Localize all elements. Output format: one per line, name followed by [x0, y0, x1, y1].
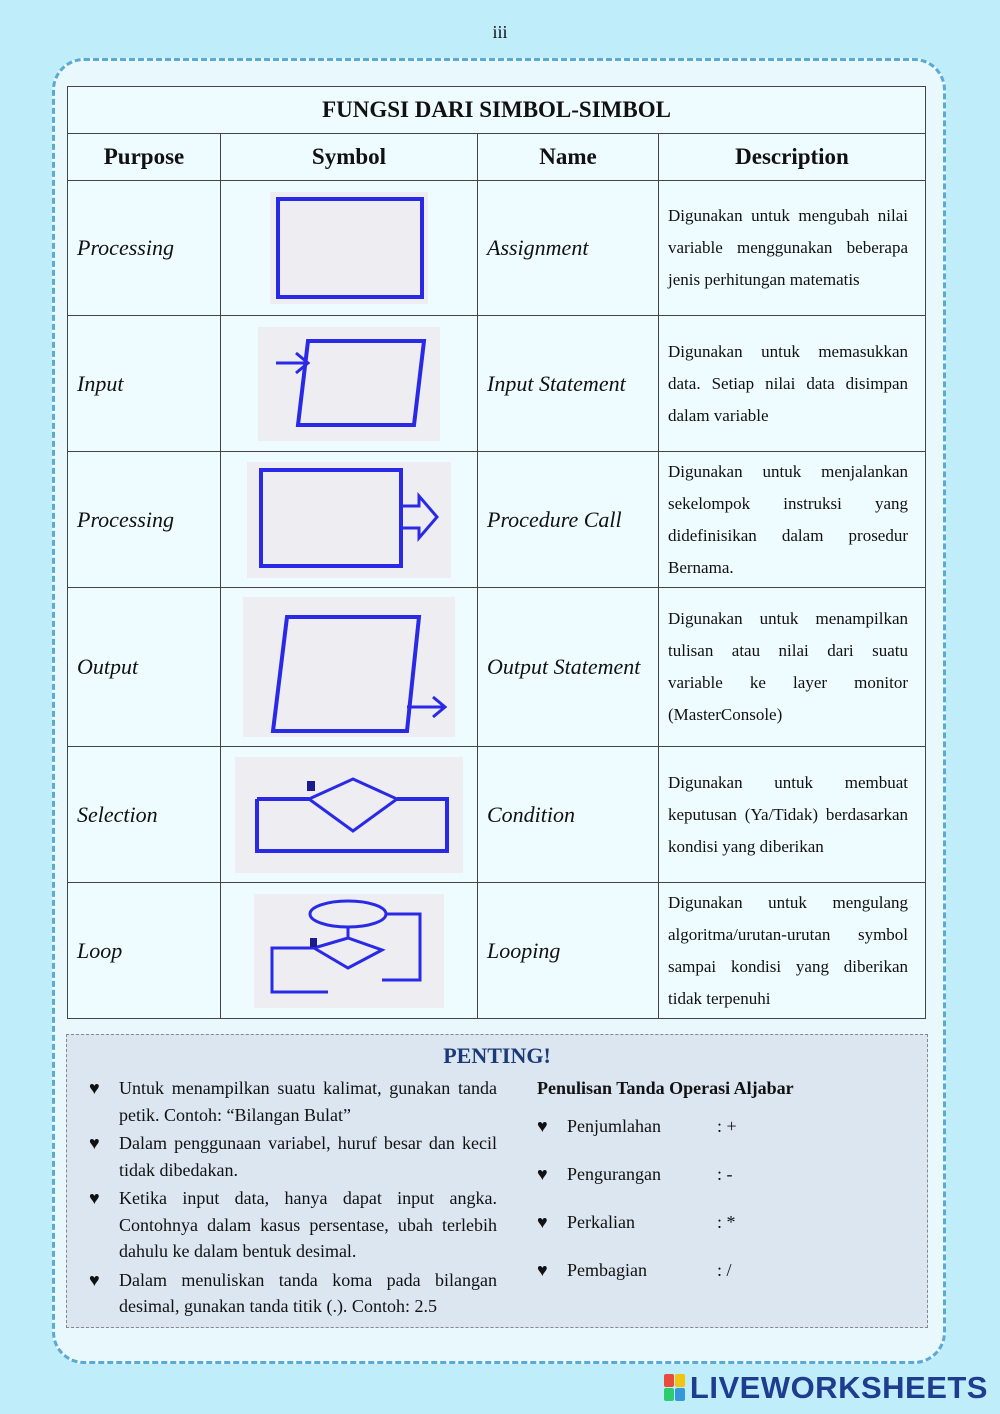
header-name: Name — [478, 134, 659, 181]
heart-bullet-icon: ♥ — [537, 1212, 548, 1232]
list-item — [537, 1161, 897, 1209]
row-purpose: Loop — [68, 883, 221, 1019]
heart-bullet-icon: ♥ — [89, 1269, 100, 1290]
operation-symbol: : + — [717, 1116, 737, 1136]
heart-bullet-icon: ♥ — [89, 1133, 100, 1153]
looping-icon — [254, 894, 444, 1008]
list-item — [537, 1113, 897, 1161]
header-symbol: Symbol — [221, 134, 478, 181]
heart-bullet-icon: ♥ — [537, 1116, 548, 1136]
symbol-cell — [221, 588, 478, 747]
row-purpose: Processing — [68, 452, 221, 588]
logo-blocks-icon — [664, 1374, 686, 1402]
note-text: Dalam menuliskan tanda koma pada bilangan desimal, gunakan tanda titik (.). Contoh: 2.5 — [119, 1269, 497, 1316]
table-row — [68, 588, 926, 747]
process-rectangle-icon — [270, 192, 428, 304]
list-item — [89, 1130, 497, 1183]
operations-title: Penulisan Tanda Operasi Aljabar — [537, 1078, 794, 1098]
table-row — [68, 316, 926, 452]
row-name: Output Statement — [478, 588, 659, 747]
output-parallelogram-icon — [243, 597, 455, 737]
page-number: iii — [492, 22, 508, 42]
symbol-cell — [221, 316, 478, 452]
operation-symbol: : * — [717, 1212, 736, 1232]
row-description: Digunakan untuk mengubah nilai variable menggunakan beberapa jenis perhitungan matematis — [659, 181, 926, 316]
table-title: FUNGSI DARI SIMBOL-SIMBOL — [68, 87, 926, 134]
row-name: Procedure Call — [478, 452, 659, 588]
table-row — [68, 181, 926, 316]
heart-bullet-icon: ♥ — [537, 1260, 548, 1280]
notes-list — [89, 1075, 497, 1322]
condition-diamond-icon — [235, 757, 463, 873]
table-row — [68, 883, 926, 1019]
header-purpose: Purpose — [68, 134, 221, 181]
table-row — [68, 747, 926, 883]
table-row — [68, 452, 926, 588]
note-text: Dalam penggunaan variabel, huruf besar dan kecil tidak dibedakan. — [119, 1133, 497, 1180]
operation-name: Penjumlahan — [567, 1116, 661, 1136]
list-item — [89, 1185, 497, 1265]
operation-name: Pembagian — [567, 1260, 647, 1280]
list-item — [89, 1075, 497, 1128]
row-name: Looping — [478, 883, 659, 1019]
row-name: Assignment — [478, 181, 659, 316]
row-description: Digunakan untuk membuat keputusan (Ya/Tidak) berdasarkan kondisi yang diberikan — [659, 747, 926, 883]
operation-name: Perkalian — [567, 1212, 635, 1232]
symbol-table — [67, 86, 926, 1019]
row-purpose: Selection — [68, 747, 221, 883]
row-purpose: Processing — [68, 181, 221, 316]
symbol-cell — [221, 181, 478, 316]
operations-list — [537, 1075, 897, 1305]
penting-box — [66, 1034, 928, 1328]
row-name: Input Statement — [478, 316, 659, 452]
row-description: Digunakan untuk menjalankan sekelompok instruksi yang didefinisikan dalam prosedur Bernama. — [659, 452, 926, 588]
procedure-call-icon — [247, 462, 451, 578]
brand-name: LIVEWORKSHEETS — [689, 1370, 988, 1405]
heart-bullet-icon: ♥ — [89, 1078, 100, 1098]
penting-title: PENTING! — [443, 1043, 551, 1068]
header-description: Description — [659, 134, 926, 181]
row-description: Digunakan untuk mengulang algoritma/urutan-urutan symbol sampai kondisi yang diberikan tidak terpenuhi — [659, 883, 926, 1019]
heart-bullet-icon: ♥ — [537, 1164, 548, 1184]
symbol-cell — [221, 452, 478, 588]
row-purpose: Output — [68, 588, 221, 747]
operation-symbol: : - — [717, 1164, 733, 1184]
note-text: Ketika input data, hanya dapat input angka. Contohnya dalam kasus persentase, ubah terlebih dahulu ke dalam bentuk desimal. — [119, 1188, 497, 1261]
symbol-cell — [221, 883, 478, 1019]
row-name: Condition — [478, 747, 659, 883]
list-item — [537, 1257, 897, 1305]
operation-symbol: : / — [717, 1260, 732, 1280]
operation-name: Pengurangan — [567, 1164, 661, 1184]
liveworksheets-logo[interactable] — [664, 1368, 988, 1408]
note-text: Untuk menampilkan suatu kalimat, gunakan tanda petik. Contoh: “Bilangan Bulat” — [119, 1078, 497, 1125]
row-description: Digunakan untuk memasukkan data. Setiap nilai data disimpan dalam variable — [659, 316, 926, 452]
row-description: Digunakan untuk menampilkan tulisan atau nilai dari suatu variable ke layer monitor (MasterConsole) — [659, 588, 926, 747]
symbol-cell — [221, 747, 478, 883]
heart-bullet-icon: ♥ — [89, 1188, 100, 1208]
list-item — [537, 1209, 897, 1257]
input-parallelogram-icon — [258, 327, 440, 441]
list-item — [89, 1267, 497, 1320]
row-purpose: Input — [68, 316, 221, 452]
